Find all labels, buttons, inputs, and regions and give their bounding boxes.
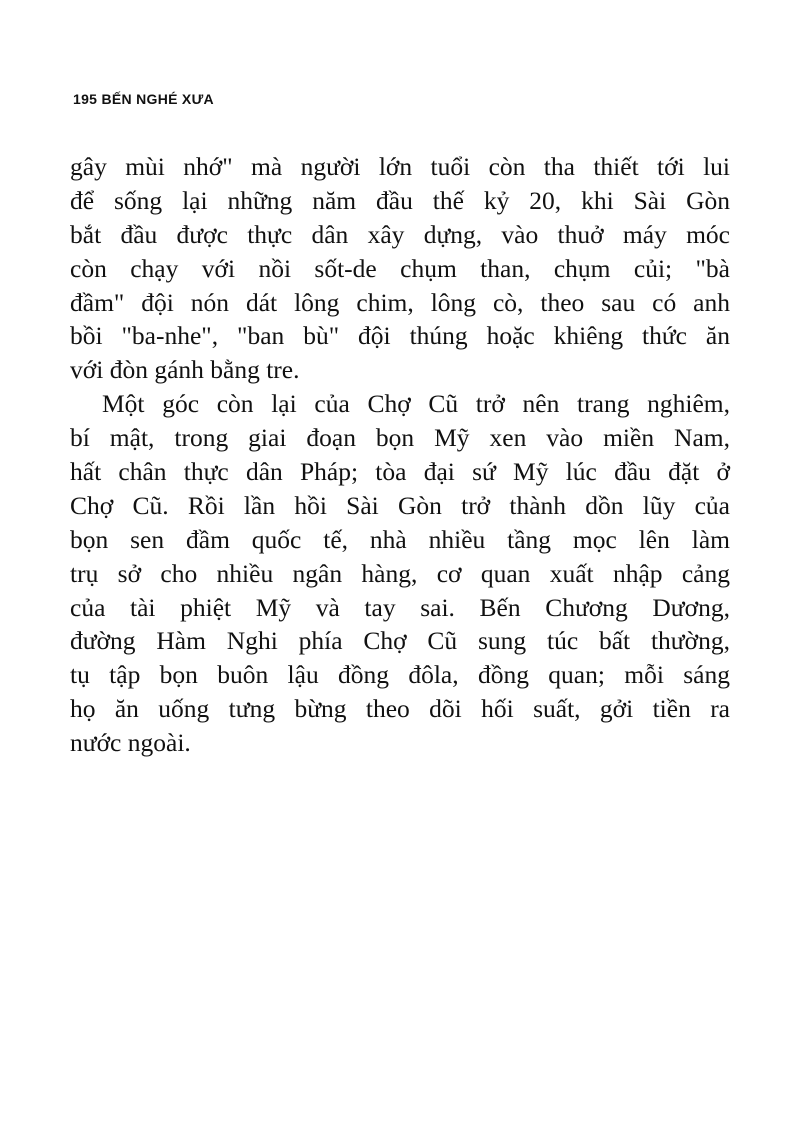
body-text (70, 150, 730, 760)
text-line: gây mùi nhớ" mà người lớn tuổi còn tha thiết tới lui (70, 152, 730, 181)
running-head: 195 BẾN NGHÉ XƯA (73, 91, 214, 107)
text-line: hất chân thực dân Pháp; tòa đại sứ Mỹ lúc đầu đặt ở (70, 457, 730, 487)
text-line: còn chạy với nồi sốt-de chụm than, chụm củi; "bà (70, 253, 730, 283)
text-line: của tài phiệt Mỹ và tay sai. Bến Chương Dương, (70, 592, 730, 622)
paragraph-2 (70, 387, 730, 760)
text-line: Một góc còn lại của Chợ Cũ trở nên trang nghiêm, (102, 389, 730, 419)
text-line: bắt đầu được thực dân xây dựng, vào thuở máy móc (70, 219, 730, 249)
text-line: Chợ Cũ. Rồi lần hồi Sài Gòn trở thành dồn lũy của (70, 490, 730, 520)
text-line: bồi "ba-nhe", "ban bù" đội thúng hoặc khiêng thức ăn (70, 321, 730, 351)
paragraph-1 (70, 150, 730, 387)
text-line: đầm" đội nón dát lông chim, lông cò, theo sau có anh (70, 287, 730, 317)
text-line: đường Hàm Nghi phía Chợ Cũ sung túc bất thường, (70, 626, 730, 656)
text-line: với đòn gánh bằng tre. (70, 355, 300, 385)
text-line: trụ sở cho nhiều ngân hàng, cơ quan xuất nhập cảng (70, 558, 730, 588)
text-line: họ ăn uống tưng bừng theo dõi hối suất, gởi tiền ra (70, 694, 730, 724)
text-line: tụ tập bọn buôn lậu đồng đôla, đồng quan; mỗi sáng (70, 660, 730, 690)
text-line: bọn sen đầm quốc tế, nhà nhiều tầng mọc lên làm (70, 524, 730, 554)
text-line: để sống lại những năm đầu thế kỷ 20, khi Sài Gòn (70, 185, 730, 215)
text-line: nước ngoài. (70, 728, 191, 758)
text-line: bí mật, trong giai đoạn bọn Mỹ xen vào miền Nam, (70, 423, 730, 453)
